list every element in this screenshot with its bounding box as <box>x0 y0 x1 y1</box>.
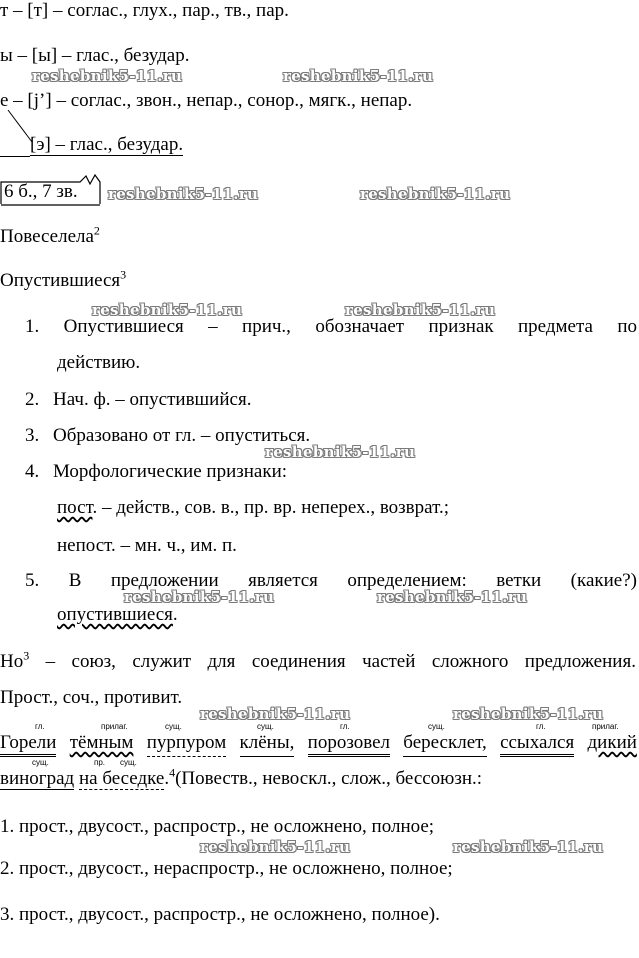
non-constant-features: непост. – мн. ч., им. п. <box>57 535 237 556</box>
watermark: reshebnik5-11.ru <box>345 301 496 319</box>
pos-label: гл. <box>536 722 546 731</box>
list-item-5: 5. В предложении является определением: ветки (какие?) <box>25 570 637 591</box>
list-item-4: 4. Морфологические признаки: <box>25 461 288 482</box>
watermark: reshebnik5-11.ru <box>124 588 275 606</box>
pos-label: сущ. <box>428 722 445 731</box>
list-item-3: 3. Образовано от гл. – опуститься. <box>25 425 311 446</box>
letter-sound-count: 6 б., 7 зв. <box>4 181 78 202</box>
pos-label: гл. <box>35 722 45 731</box>
constant-features: пост. – действ., сов. в., пр. вр. неперех., возврат.; <box>57 497 449 518</box>
word-poveselela: Повеселела$^2$ <box>0 223 100 247</box>
conjunction-paragraph: $Но^3$ – союз, служит для соединения частей сложного предложения. <box>0 648 636 672</box>
conjunction-paragraph-cont: Прост., соч., противит. <box>0 687 183 708</box>
clause-1: 1. прост., двусост., распростр., не осложнено, полное; <box>0 816 435 837</box>
pos-label: сущ. <box>257 722 274 731</box>
phonetic-line-e2: [э] – глас., безудар. <box>0 134 183 157</box>
pos-label: прилаг. <box>101 722 128 731</box>
clause-2: 2. прост., двусост., нераспростр., не осложнено, полное; <box>0 858 453 879</box>
phonetic-line-y: ы – [ы] – глас., безудар. <box>0 45 190 66</box>
pos-label: сущ. <box>120 758 137 767</box>
pos-label: пр. <box>94 758 106 767</box>
watermark: reshebnik5-11.ru <box>453 838 604 856</box>
phonetic-line-e1: е – [j’] – соглас., звон., непар., сонор., мягк., непар. <box>0 90 413 111</box>
pos-label: сущ. <box>32 758 49 767</box>
watermark: reshebnik5-11.ru <box>453 705 604 723</box>
watermark: reshebnik5-11.ru <box>265 443 416 461</box>
clause-3: 3. прост., двусост., распростр., не осложнено, полное). <box>0 904 440 925</box>
parsed-sentence-line-1: Горели тёмным пурпуром клёны, порозовел бересклет, ссыхался дикий <box>0 732 637 757</box>
pos-label: гл. <box>340 722 350 731</box>
watermark: reshebnik5-11.ru <box>108 185 259 203</box>
watermark: reshebnik5-11.ru <box>32 67 183 85</box>
watermark: reshebnik5-11.ru <box>200 838 351 856</box>
word-opustivshiesya: Опустившиеся$^3$ <box>0 267 127 291</box>
list-item-1-cont: действию. <box>57 352 141 373</box>
list-item-2: 2. Нач. ф. – опустившийся. <box>25 389 252 410</box>
list-item-1: 1. Опустившиеся – прич., обозначает признак предмета по <box>25 316 637 337</box>
list-item-5-cont: опустившиеся. <box>57 604 178 625</box>
watermark: reshebnik5-11.ru <box>360 185 511 203</box>
watermark: reshebnik5-11.ru <box>92 301 243 319</box>
watermark: reshebnik5-11.ru <box>200 705 351 723</box>
pos-label: прилаг. <box>592 722 619 731</box>
watermark: reshebnik5-11.ru <box>377 588 528 606</box>
pos-label: сущ. <box>165 722 182 731</box>
parsed-sentence-line-2: виноград на беседке.$^4$(Повеств., невоскл., слож., бессоюзн.: <box>0 765 483 789</box>
watermark: reshebnik5-11.ru <box>283 67 434 85</box>
phonetic-line-t: т – [т] – соглас., глух., пар., тв., пар. <box>0 0 289 21</box>
